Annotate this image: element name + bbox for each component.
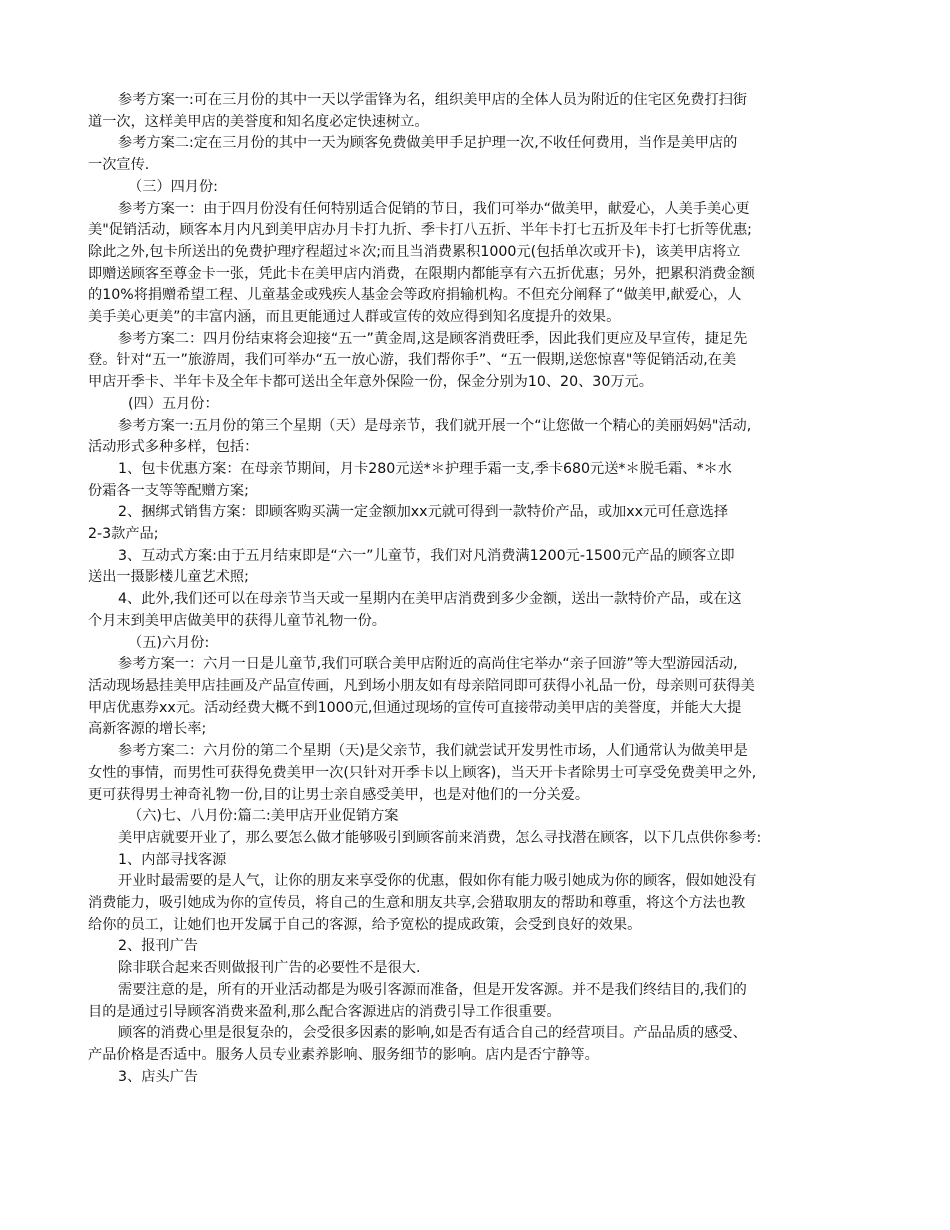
- text-line: 产品价格是否适中。服务人员专业素养影响、服务细节的影响。店内是否宁静等。: [88, 1046, 599, 1063]
- text-line: 除非联合起来否则做报刊广告的必要性不是很大.: [118, 960, 421, 977]
- text-line: 参考方案一：由于四月份没有任何特别适合促销的节日，我们可举办“做美甲，献爱心，人美手美心更: [118, 200, 750, 217]
- section-heading: [88, 177, 872, 199]
- text-line: 顾客的消费心里是很复杂的，会受很多因素的影响,如是否有适合自己的经营项目。产品品质的感受、: [118, 1025, 747, 1042]
- body-paragraph: [88, 936, 872, 958]
- body-paragraph: [88, 546, 872, 589]
- text-line: 登。针对“五一”旅游周，我们可举办“五一放心游，我们帮你手”、“五一假期,送您惊喜"等促销活动,在美: [88, 352, 737, 369]
- text-line: 的10%将捐赠希望工程、儿童基金或残疾人基金会等政府捐输机构。不但充分阐释了“做美甲,献爱心，人: [88, 287, 742, 304]
- text-line: 参考方案一:五月份的第三个星期（天）是母亲节，我们就开展一个“让您做一个精心的美丽妈妈"活动,: [118, 417, 752, 434]
- body-paragraph: [88, 90, 872, 133]
- body-paragraph: [88, 1067, 872, 1089]
- body-paragraph: [88, 459, 872, 502]
- text-line: 参考方案二：四月份结束将会迎接“五一”黄金周,这是顾客消费旺季，因此我们更应及早宣传，捷足先: [118, 330, 748, 347]
- text-line: 开业时最需要的是人气，让你的朋友来享受你的优惠，假如你有能力吸引她成为你的顾客，假如她没有: [118, 873, 757, 890]
- section-heading: [88, 806, 872, 828]
- body-paragraph: [88, 850, 872, 872]
- document-page: [88, 90, 872, 1088]
- text-line: 高新客源的增长率;: [88, 721, 207, 738]
- text-line: 份霜各一支等等配赠方案;: [88, 482, 249, 499]
- text-line: 需要注意的是，所有的开业活动都是为吸引客源而准备，但是开发客源。并不是我们终结目的,我们的: [118, 981, 747, 998]
- text-line: 道一次，这样美甲店的美誉度和知名度必定快速树立。: [88, 113, 429, 130]
- text-line: 即赠送顾客至尊金卡一张，凭此卡在美甲店内消费，在限期内都能享有六五折优惠；另外，把累积消费金额: [88, 265, 755, 282]
- body-paragraph: [88, 958, 872, 980]
- text-line: 3、店头广告: [118, 1068, 198, 1085]
- body-paragraph: [88, 871, 872, 936]
- text-line: 参考方案一:可在三月份的其中一天以学雷锋为名，组织美甲店的全体人员为附近的住宅区免费打扫街: [118, 92, 748, 108]
- text-line: 活动现场悬挂美甲店挂画及产品宣传画，凡到场小朋友如有母亲陪同即可获得小礼品一份，母亲则可获得美: [88, 677, 755, 694]
- body-paragraph: [88, 416, 872, 459]
- text-line: 2、捆绑式销售方案：即顾客购买满一定金额加xx元就可得到一款特价产品，或加xx元可任意选择: [118, 504, 729, 521]
- text-line: 更可获得男士神奇礼物一份,目的让男士亲自感受美甲，也是对他们的一分关爱。: [88, 786, 590, 803]
- text-line: 2、报刊广告: [118, 938, 198, 955]
- text-line: 目的是通过引导顾客消费来盈利,那么配合客源进店的消费引导工作很重要。: [88, 1003, 561, 1020]
- text-line: 个月末到美甲店做美甲的获得儿童节礼物一份。: [88, 612, 386, 629]
- text-line: (四）五月份：: [128, 395, 219, 412]
- section-heading: [88, 394, 872, 416]
- body-paragraph: [88, 980, 872, 1023]
- body-paragraph: [88, 1023, 872, 1066]
- text-line: 除此之外,包卡所送出的免费护理疗程超过＊次;而且当消费累积1000元(包括单次或开卡)，该美甲店将立: [88, 243, 741, 260]
- text-line: 1、内部寻找客源: [118, 851, 227, 868]
- text-line: 美"促销活动，顾客本月内凡到美甲店办月卡打九折、季卡打八五折、半年卡打七五折及年卡打七折等优惠;: [88, 222, 752, 239]
- text-line: 消费能力，吸引她成为你的宣传员，将自己的生意和朋友共享,会猎取朋友的帮助和尊重，将这个方法也教: [88, 895, 746, 912]
- text-line: 参考方案二:定在三月份的其中一天为顾客免费做美甲手足护理一次,不收任何费用，当作是美甲店的: [118, 135, 738, 152]
- text-line: （三）四月份:: [128, 178, 218, 195]
- text-line: 美手美心更美”的丰富内涵，而且更能通过人群或宣传的效应得到知名度提升的效果。: [88, 309, 621, 326]
- text-line: （五)六月份:: [128, 634, 210, 651]
- body-paragraph: [88, 741, 872, 806]
- text-line: 甲店优惠券xx元。活动经费大概不到1000元,但通过现场的宣传可直接带动美甲店的美誉度，并能大大提: [88, 699, 742, 716]
- body-paragraph: [88, 502, 872, 545]
- text-line: 参考方案一：六月一日是儿童节,我们可联合美甲店附近的高尚住宅举办“亲子回游”等大型游园活动,: [118, 656, 738, 673]
- section-heading: [88, 633, 872, 655]
- text-line: 活动形式多种多样，包括：: [88, 439, 259, 456]
- text-line: 给你的员工，让她们也开发属于自己的客源，给予宽松的提成政策，会受到良好的效果。: [88, 916, 642, 933]
- text-line: 2-3款产品;: [88, 526, 159, 543]
- body-paragraph: [88, 329, 872, 394]
- body-paragraph: [88, 828, 872, 850]
- text-line: 女性的事情，而男性可获得免费美甲一次(只针对开季卡以上顾客)，当天开卡者除男士可享受免费美甲之外,: [88, 764, 757, 781]
- body-paragraph: [88, 199, 872, 329]
- text-line: 1、包卡优惠方案：在母亲节期间，月卡280元送*＊护理手霜一支,季卡680元送*＊脱毛霜、*＊水: [118, 460, 732, 477]
- body-paragraph: [88, 133, 872, 176]
- text-line: 参考方案二：六月份的第二个星期（天)是父亲节，我们就尝试开发男性市场，人们通常认为做美甲是: [118, 743, 748, 760]
- body-paragraph: [88, 654, 872, 741]
- text-line: 3、互动式方案:由于五月结束即是“六一”儿童节，我们对凡消费满1200元-1500元产品的顾客立即: [118, 547, 735, 564]
- body-paragraph: [88, 589, 872, 632]
- text-line: 美甲店就要开业了，那么要怎么做才能够吸引到顾客前来消费，怎么寻找潜在顾客，以下几点供你参考:: [118, 829, 762, 846]
- text-line: 一次宣传.: [88, 157, 150, 174]
- text-line: （六)七、八月份:篇二:美甲店开业促销方案: [128, 808, 399, 825]
- text-line: 甲店开季卡、半年卡及全年卡都可送出全年意外保险一份，保金分别为10、20、30万元。: [88, 374, 653, 391]
- text-line: 4、此外,我们还可以在母亲节当天或一星期内在美甲店消费到多少金额，送出一款特价产品，或在这: [118, 591, 742, 608]
- text-line: 送出一摄影楼儿童艺术照;: [88, 569, 249, 586]
